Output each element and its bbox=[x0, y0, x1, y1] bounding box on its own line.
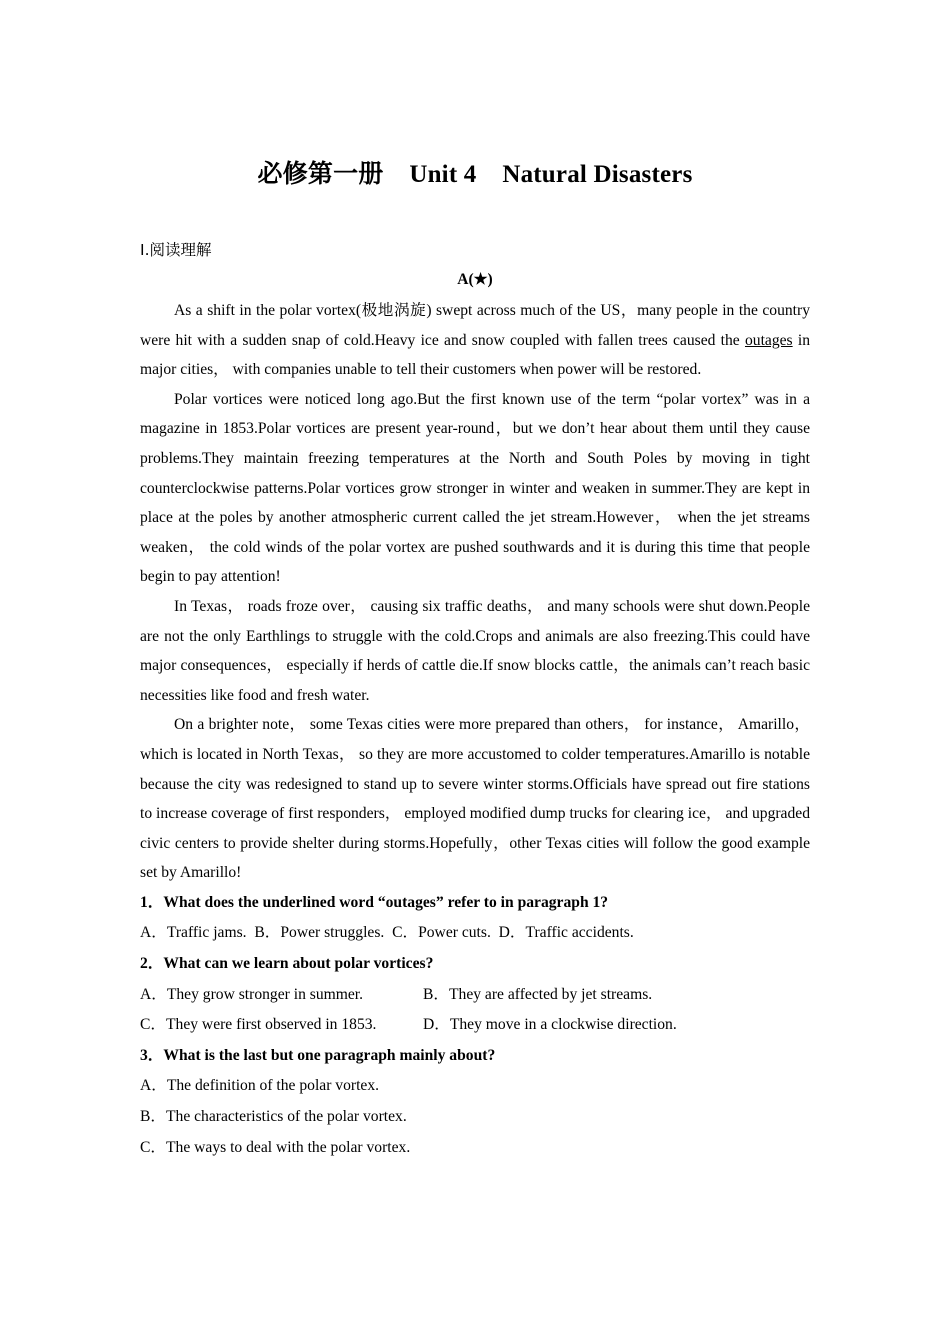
title-unit: Unit 4 bbox=[409, 161, 477, 188]
paragraph-3: In Texas， roads froze over， causing six traffic deaths， and many schools were shut down.People are not the only Earthlings to struggle with the cold.Crops and animals are also freezing.This could have major consequences， especially if herds of cattle die.If snow blocks cattle，the animals can’t reach basic necessities like food and fresh water. bbox=[140, 597, 810, 704]
paragraph-1-part-b: in major cities， with companies unable to tell their customers when power will be restored. bbox=[140, 331, 811, 379]
paragraph-1 bbox=[140, 296, 810, 385]
paragraph-2: Polar vortices were noticed long ago.But the first known use of the term “polar vortex” was in a magazine in 1853.Polar vortices are present year-round，but we don’t hear about them until they cause problems.They maintain freezing temperatures at the North and South Poles by moving in tight counterclockwise patterns.Polar vortices grow stronger in winter and weaken in summer.They are kept in place at the poles by another atmospheric current called the jet stream.However， when the jet streams weaken， the cold winds of the polar vortex are pushed southwards and it is during this time that people begin to pay attention! bbox=[140, 390, 810, 586]
question-1-options: A．Traffic jams. B．Power struggles. C．Power cuts. D．Traffic accidents. bbox=[140, 924, 634, 942]
section-heading: Ⅰ.阅读理解 bbox=[140, 241, 212, 259]
question-2-option-c: C．They were first observed in 1853. bbox=[140, 1016, 377, 1034]
question-3-option-a: A．The definition of the polar vortex. bbox=[140, 1077, 380, 1095]
title-topic: Natural Disasters bbox=[502, 161, 693, 188]
question-1: 1．What does the underlined word “outages” refer to in paragraph 1? bbox=[140, 893, 609, 911]
question-2-options-row-1 bbox=[140, 980, 810, 1011]
question-3-option-b: B．The characteristics of the polar vortex. bbox=[140, 1108, 407, 1126]
passage-label: A(★) bbox=[457, 271, 493, 288]
reading-body bbox=[140, 296, 810, 1163]
paragraph-1-part-a: As a shift in the polar vortex(极地涡旋) swept across much of the US，many people in the country were hit with a sudden snap of cold.Heavy ice and snow coupled with fallen trees caused the bbox=[140, 302, 810, 349]
underlined-word: outages bbox=[744, 331, 793, 349]
question-3: 3．What is the last but one paragraph mainly about? bbox=[140, 1046, 496, 1064]
question-3-option-c: C．The ways to deal with the polar vortex. bbox=[140, 1138, 411, 1156]
question-2-option-a: A．They grow stronger in summer. bbox=[140, 985, 364, 1003]
question-2: 2．What can we learn about polar vortices? bbox=[140, 955, 434, 973]
question-2-options-row-2 bbox=[140, 1010, 810, 1041]
page-title bbox=[0, 154, 950, 190]
title-book: 必修第一册 bbox=[257, 161, 384, 188]
question-2-option-b: B．They are affected by jet streams. bbox=[423, 985, 653, 1003]
paragraph-4: On a brighter note， some Texas cities were more prepared than others， for instance， Amarillo， which is located in North Texas， so they are more accustomed to colder temperatures.Amarillo is notable because the city was redesigned to stand up to severe winter storms.Officials have spread out fire stations to increase coverage of first responders， employed modified dump trucks for clearing ice， and upgraded civic centers to provide shelter during storms.Hopefully，other Texas cities will follow the good example set by Amarillo! bbox=[140, 716, 810, 882]
question-2-option-d: D．They move in a clockwise direction. bbox=[423, 1016, 677, 1034]
